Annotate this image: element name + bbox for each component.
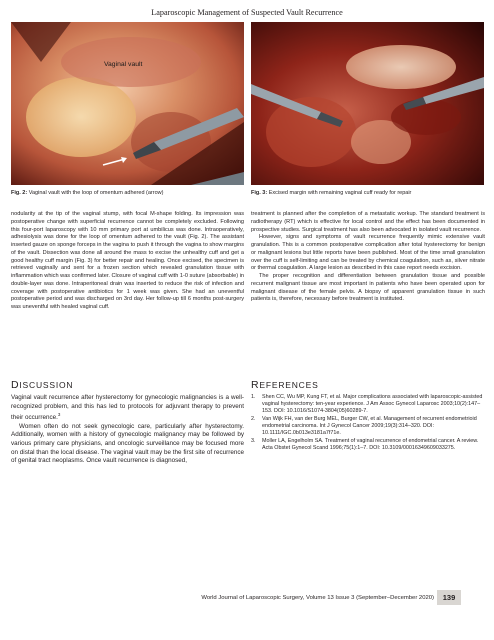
references-heading-rest: EFERENCES <box>259 380 319 390</box>
discussion-paragraph-1 <box>11 394 244 423</box>
treatment-paragraph: treatment is planned after the completion of a metastatic workup. The standard treatment is radiotherapy (RT) which is effective for local control and the effect has been documented in prospective studies. Surgical treatment has also been advocated in isolated vault recurrence. <box>251 211 485 233</box>
citation-superscript: 3 <box>57 412 61 418</box>
figure-2-image <box>11 22 244 185</box>
reference-number: 3. <box>251 437 256 444</box>
discussion-heading-initial: D <box>11 379 20 391</box>
left-column-text <box>11 211 244 312</box>
figure-3-image <box>251 22 484 185</box>
discussion-heading-rest: ISCUSSION <box>19 380 74 390</box>
differentiation-paragraph: The proper recognition and differentiation between granulation tissue and possible recurrent malignant tissue are most important in patients who have been operated upon for malignant disease of the female pelvis. A biopsy of apparent granulation tissue in such patients is, therefore, necessary before treatment is instituted. <box>251 273 485 303</box>
reference-item <box>251 394 485 415</box>
reference-number: 2. <box>251 415 256 422</box>
references-heading-initial: R <box>251 379 260 391</box>
reference-item <box>251 416 485 437</box>
reference-list <box>251 394 485 452</box>
discussion-body <box>11 394 244 466</box>
figure-2-caption-label: Fig. 2: <box>11 190 28 196</box>
figure-2-caption <box>11 190 246 197</box>
figure-3-photo <box>251 22 484 185</box>
journal-footer: World Journal of Laparoscopic Surgery, Volume 13 Issue 3 (September–December 2020) <box>201 595 434 601</box>
figure-3-caption <box>251 190 486 197</box>
discussion-paragraph-1-text: Vaginal vault recurrence after hysterectomy for gynecologic malignancies is a well-recognized problem, and this has led to protocols for adjuvant therapy to prevent their occurrence. <box>11 394 244 422</box>
figure-2-photo <box>11 22 244 185</box>
running-head: Laparoscopic Management of Suspected Vault Recurrence <box>151 8 343 17</box>
reference-text: Van Wijk FH, van der Burg MEL, Burger CW, et al. Management of recurrent endometrioid endometrial carcinoma. Int J Gynecol Cancer 2009;19(3):314–320. DOI: 10.1111/IGC.0b013e3181a7f71e. <box>262 415 477 436</box>
references-heading <box>251 379 319 391</box>
right-column-text <box>251 211 485 304</box>
discussion-heading <box>11 379 73 391</box>
vaginal-vault-label: Vaginal vault <box>104 61 143 68</box>
figure-3-caption-label: Fig. 3: <box>251 190 268 196</box>
page-number: 139 <box>437 590 461 605</box>
discussion-paragraph-2: Women often do not seek gynecologic care, particularly after hysterectomy. Additionally, women with a history of gynecologic malignancy may be followed by various primary care physicians, and oncologic surveillance may be focused more on distal than the local disease. The vaginal vault may be the first site of recurrence of genital tract neoplasms. Once vault recurrence is diagnosed, <box>11 422 244 465</box>
figure-3-caption-text: Excised margin with remaining vaginal cuff ready for repair <box>267 190 412 196</box>
reference-item <box>251 438 485 452</box>
case-report-paragraph: nodularity at the tip of the vaginal stump, with focal M-shape folding. Its impression was postoperative change with superficial recurrence cannot be completely excluded. Following this four-port laparoscopy with 10 mm primary port at umbilicus was done. Intraoperatively, adhesiolysis was done for the loop of omentum adhered to the vault (Fig. 2). The assistant inserted gauze on sponge forceps in the vagina to push it through the vagina to show margins of the vault. Dissection was done all around the mass to excise the unhealthy cuff and get a good healthy cuff margin (Fig. 3) for better repair and healing. Once excised, the specimen is retrieved vaginally and sent for a frozen section which revealed granulation tissue with inflammation which was confirmed later. Closure of vaginal cuff with 1-0 suture (absorbable) in double-layer was done. Intraperitoneal drain was inserted to reduce the risk of infection and coverage with postoperative antibiotics for 1 week was given. She had an uneventful postoperative period and was discharged on 3rd day. Her follow-up till 6 months post-surgery was uneventful with healed vaginal cuff. <box>11 211 244 310</box>
granulation-paragraph: However, signs and symptoms of vault recurrence frequently mimic extensive vault granulation. This is a common postoperative complication after total hysterectomy for benign or malignant lesions but little reports have been published. Most of the time small granulation over the cuff is self-limiting and can be treated by chemical coagulation, such as, silver nitrate or thermal coagulation. A large lesion as described in this case report needs excision. <box>251 234 485 272</box>
reference-number: 1. <box>251 394 256 400</box>
reference-text: Moller LA, Engelholm SA. Treatment of vaginal recurrence of endometrial cancer. A review. Acta Obstet Gynecol Scand 1996;75(1):1–7. DOI: 10.3109/00016349609033275. <box>262 437 479 451</box>
figure-2-caption-text: Vaginal vault with the loop of omentum adhered (arrow) <box>27 190 164 196</box>
reference-text: Shen CC, Wu MP, Kung FT, et al. Major complications associated with laparoscopic-assisted vaginal hysterectomy: ten-year experience. J Am Assoc Gynecol Laparosc 2003;10(2):147–153. DOI: 10.1016/S1074-3804(05)60289-7. <box>262 394 483 415</box>
